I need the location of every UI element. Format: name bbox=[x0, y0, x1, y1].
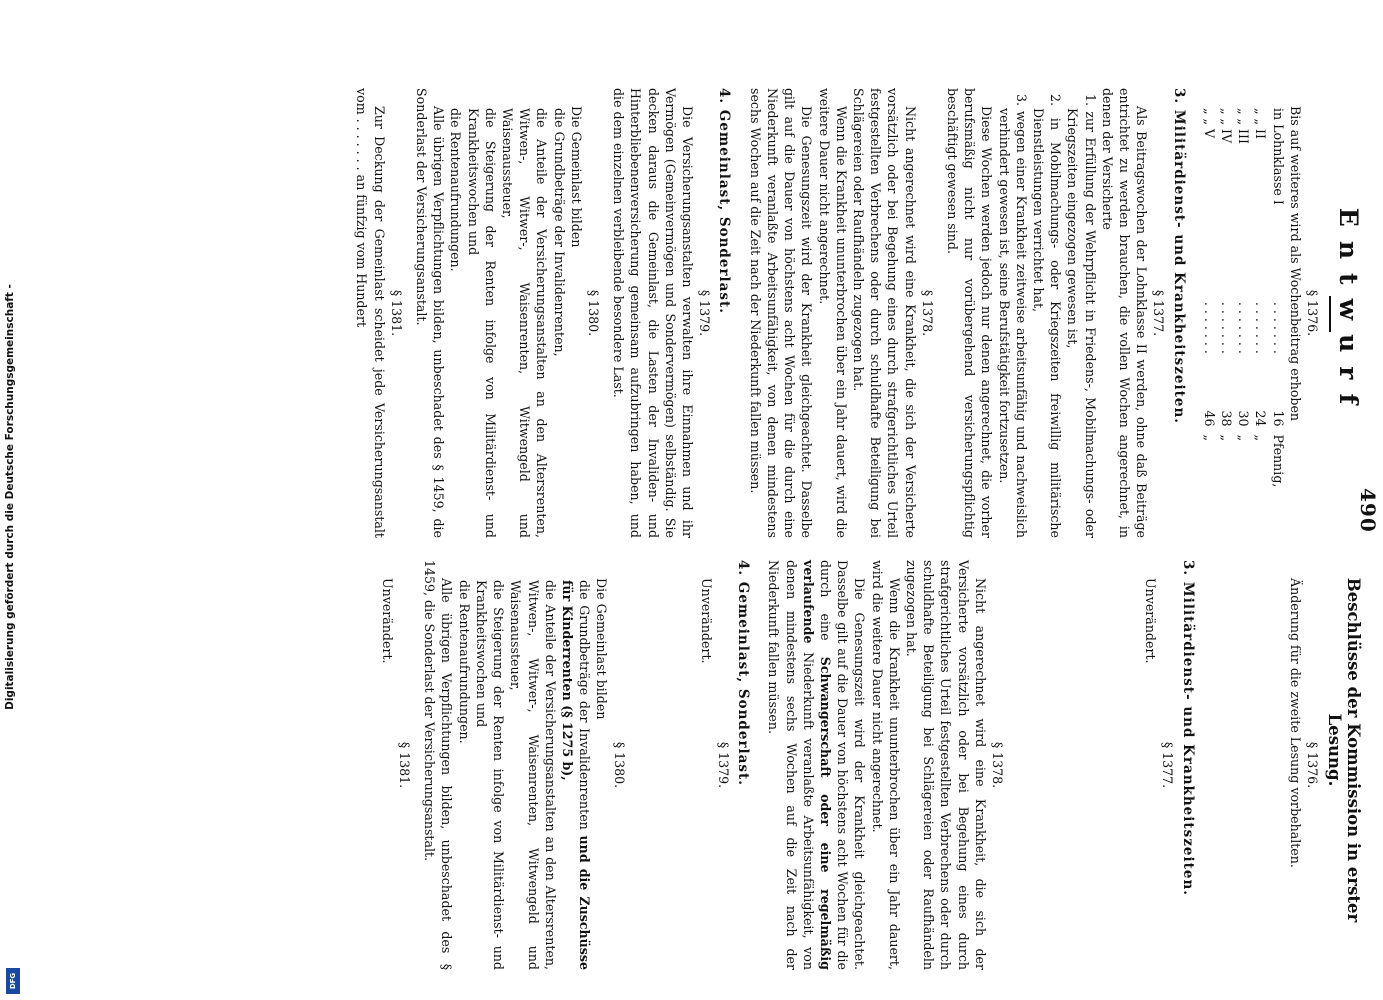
s1380-paragraph-5: die Rentenaufrundungen. bbox=[456, 580, 472, 744]
page-number: 490 bbox=[1356, 488, 1380, 533]
s1377-paragraph-2: Diese Wochen werden jedoch nur denen angerechnet, die vorher berufsmäßig nicht nur vorübergehend versicherungspflichtig beschäftigt gewesen sind. bbox=[944, 88, 995, 538]
beitrag-unit: „ bbox=[1236, 434, 1252, 442]
s1380-paragraph-1: Die Gemeinlast bilden bbox=[568, 106, 584, 248]
beitrag-unit: „ bbox=[1218, 434, 1234, 442]
heading-4: 4. Gemeinlast, Sonderlast. bbox=[716, 88, 733, 314]
s1380-p2-bold: und die Zuschüsse für Kinderrenten (§ 1275 b), bbox=[559, 580, 593, 971]
s1378-p3-bold: Schwangerschaft oder eine regelmäßig verlaufende bbox=[800, 560, 833, 970]
left-column bbox=[353, 88, 1321, 538]
s1380-paragraph-3: die Anteile der Versicherungsanstalten an den Altersrenten, Witwen-, Witwer-, Waisenrenten, Witwengeld und Waisenaussteuer, bbox=[508, 580, 558, 970]
s1377-paragraph: Als Beitragswochen der Lohnklasse II werden, ohne daß Beiträge entrichtet zu werden brauchen, die vollen Wochen angerechnet, in denen der Versicherte bbox=[1099, 88, 1150, 538]
s1380-paragraph-6: Alle übrigen Verpflichtungen bilden, unbeschadet des § 1459, die Sonderlast der Versicherungsanstalt. bbox=[422, 560, 455, 970]
section-1381: § 1381. bbox=[397, 741, 413, 789]
s1380-paragraph-4: die Steigerung der Renten infolge von Militärdienst- und Krankheitswochen und bbox=[473, 580, 507, 970]
heading-4: 4. Gemeinlast, Sonderlast. bbox=[735, 560, 752, 786]
beitrag-class-label: „ „ III bbox=[1236, 108, 1252, 144]
beitrag-class-label: „ „ IV bbox=[1218, 108, 1234, 144]
beitrag-row bbox=[1235, 88, 1252, 538]
section-1378: § 1378. bbox=[989, 741, 1005, 789]
section-1381: § 1381. bbox=[388, 289, 404, 337]
right-column bbox=[379, 560, 1321, 970]
s1380-paragraph-2: die Grundbeträge der Invalidenrenten, bbox=[551, 108, 567, 357]
digitization-credit-strip bbox=[0, 0, 30, 1000]
dfg-logo-text: DFG bbox=[9, 972, 17, 990]
s1380-paragraph-4: die Steigerung der Renten infolge von Militärdienst- und Krankheitswochen und bbox=[465, 108, 498, 538]
s1381-paragraph: Zur Deckung der Gemeinlast scheidet jede Versicherungsanstalt vom . . . . . . . an fünfzig vom Hundert bbox=[354, 88, 387, 538]
beitrag-class-label: „ „ II bbox=[1253, 108, 1269, 140]
s1380-paragraph-6: Alle übrigen Verpflichtungen bilden, unbeschadet des § 1459, die Sonderlast der Versicherungsanstalt. bbox=[414, 88, 447, 538]
beitrag-row bbox=[1218, 88, 1235, 538]
left-column-title: Entwurf bbox=[1334, 207, 1363, 419]
s1379-paragraph: Unverändert. bbox=[698, 578, 714, 664]
s1378-paragraph-1: Nicht angerechnet wird eine Krankheit, die sich der Versicherte vorsätzlich oder bei Begehung eines durch strafgerichtliches Urteil festgestellten Verbrechens oder durch schuldhafte Beteiligung bei Schlägereien oder Raufhändeln zugezogen hat. bbox=[903, 560, 988, 970]
beitrag-class-label: in Lohnklasse I bbox=[1270, 108, 1286, 205]
section-1376: § 1376. bbox=[1305, 741, 1320, 789]
right-column-title: Beschlüsse der Kommission in erster Lesung. bbox=[1325, 577, 1363, 923]
s1378-p3-part-a: Die Genesungszeit wird der Krankheit gleichgeachtet. Dasselbe gilt auf die Dauer von höchstens acht Wochen für die durch eine bbox=[817, 560, 868, 970]
s1378-paragraph-2: Wenn die Krankheit ununterbrochen über ein Jahr dauert, wird die weitere Dauer nicht angerechnet. bbox=[869, 560, 902, 970]
beitrag-unit: „ bbox=[1253, 434, 1269, 442]
s1378-paragraph-2: Wenn die Krankheit ununterbrochen über ein Jahr dauert, wird die weitere Dauer nicht angerechnet. bbox=[816, 88, 849, 538]
section-1378: § 1378. bbox=[919, 289, 935, 337]
s1380-paragraph-3: die Anteile der Versicherungsanstalten an den Altersrenten, Witwen-, Witwer-, Waisenrenten, Witwengeld und Waisenaussteuer, bbox=[500, 108, 550, 538]
beitrag-unit: „ bbox=[1201, 434, 1217, 442]
s1380-paragraph-5: die Rentenaufrundungen. bbox=[448, 108, 464, 272]
s1378-paragraph-1: Nicht angerechnet wird eine Krankheit, die sich der Versicherte vorsätzlich oder bei Begehung eines durch strafgerichtliches Urteil festgestellten Verbrechens oder durch schuldhafte Beteiligung bei Schlägereien oder Raufhändeln zugezogen hat. bbox=[850, 88, 918, 538]
beitrag-value: 46 bbox=[1201, 410, 1217, 427]
beitrag-row bbox=[1252, 88, 1269, 538]
dfg-logo bbox=[6, 968, 20, 994]
s1377-paragraph: Unverändert. bbox=[1143, 578, 1159, 664]
s1378-p3-part-c: Niederkunft veranlaßte Arbeitsunfähigkeit, von denen mindestens sechs Wochen auf die Zeit nach der Niederkunft fallen müssen. bbox=[766, 560, 816, 970]
beitrag-dots: . . . . . . . bbox=[1201, 301, 1217, 354]
s1377-item-1: 1. zur Erfüllung der Wehrpflicht in Friedens-, Mobilmachungs- oder Kriegszeiten eingezogen gewesen ist, bbox=[1065, 94, 1098, 538]
beitrag-value: 24 bbox=[1253, 410, 1269, 427]
section-1377: § 1377. bbox=[1160, 741, 1176, 789]
s1378-paragraph-3: Die Genesungszeit wird der Krankheit gleichgeachtet. Dasselbe gilt auf die Dauer von höchstens acht Wochen für die durch eine Niederkunft veranlaßte Arbeitsunfähigkeit, von denen mindestens sechs Wochen auf die Zeit nach der Niederkunft fallen müssen. bbox=[747, 88, 815, 538]
section-1380: § 1380. bbox=[611, 741, 627, 789]
beitrag-row bbox=[1269, 88, 1286, 538]
s1380-paragraph-2 bbox=[559, 560, 593, 970]
digitization-credit: Digitalisierung gefördert durch die Deutsche Forschungsgemeinschaft - bbox=[4, 284, 16, 710]
section-1379: § 1379. bbox=[697, 289, 713, 337]
section-1376: § 1376. bbox=[1305, 289, 1320, 337]
beitrag-dots: . . . . . . . bbox=[1270, 301, 1286, 354]
s1379-paragraph: Die Versicherungsanstalten verwalten ihre Einnahmen und ihr Vermögen (Gemeinvermögen und Sondervermögen) selbständig. Sie decken daraus die Gemeinlast, die Lasten der Invaliden- und Hinterbliebenenversicherung gemeinsam aufzubringen haben, und die dem einzelnen verbleibende besondere Last. bbox=[611, 88, 696, 538]
s1381-paragraph: Unverändert. bbox=[379, 578, 395, 664]
s1377-item-2: 2. in Mobilmachungs- oder Kriegszeiten freiwillig militärische Dienstleistungen verrichtet hat, bbox=[1030, 94, 1064, 538]
section-1380: § 1380. bbox=[586, 289, 602, 337]
s1380-p2-part-a: die Grundbeträge der Invalidenrenten bbox=[577, 580, 593, 830]
beitrag-row bbox=[1201, 88, 1218, 538]
title-rule bbox=[1329, 296, 1331, 332]
beitrag-value: 16 bbox=[1270, 410, 1286, 427]
s1376-paragraph: Änderung für die zweite Lesung vorbehalten. bbox=[1287, 578, 1303, 868]
beitrag-value: 30 bbox=[1236, 410, 1252, 427]
heading-3: 3. Militärdienst- und Krankheitszeiten. bbox=[1179, 560, 1196, 896]
beitrag-table bbox=[1201, 88, 1287, 538]
beitrag-class-label: „ „ V bbox=[1201, 108, 1217, 139]
beitrag-unit: Pfennig, bbox=[1270, 434, 1286, 488]
beitrag-dots: . . . . . . . bbox=[1236, 301, 1252, 354]
section-1379: § 1379. bbox=[715, 741, 731, 789]
s1378-paragraph-3 bbox=[765, 560, 868, 970]
beitrag-value: 38 bbox=[1218, 410, 1234, 427]
heading-3: 3. Militärdienst- und Krankheitszeiten. bbox=[1170, 88, 1187, 424]
s1376-paragraph: Bis auf weiteres wird als Wochenbeitrag erhoben bbox=[1287, 106, 1303, 422]
beitrag-dots: . . . . . . . bbox=[1218, 301, 1234, 354]
section-1377: § 1377. bbox=[1151, 289, 1167, 337]
s1377-item-3: 3. wegen einer Krankheit zeitweise arbeitsunfähig und nachweislich verhindert gewesen ist, seine Berufstätigkeit fortzusetzen. bbox=[996, 94, 1029, 538]
s1380-paragraph-1: Die Gemeinlast bilden bbox=[594, 578, 610, 720]
beitrag-dots: . . . . . . . bbox=[1253, 301, 1269, 354]
